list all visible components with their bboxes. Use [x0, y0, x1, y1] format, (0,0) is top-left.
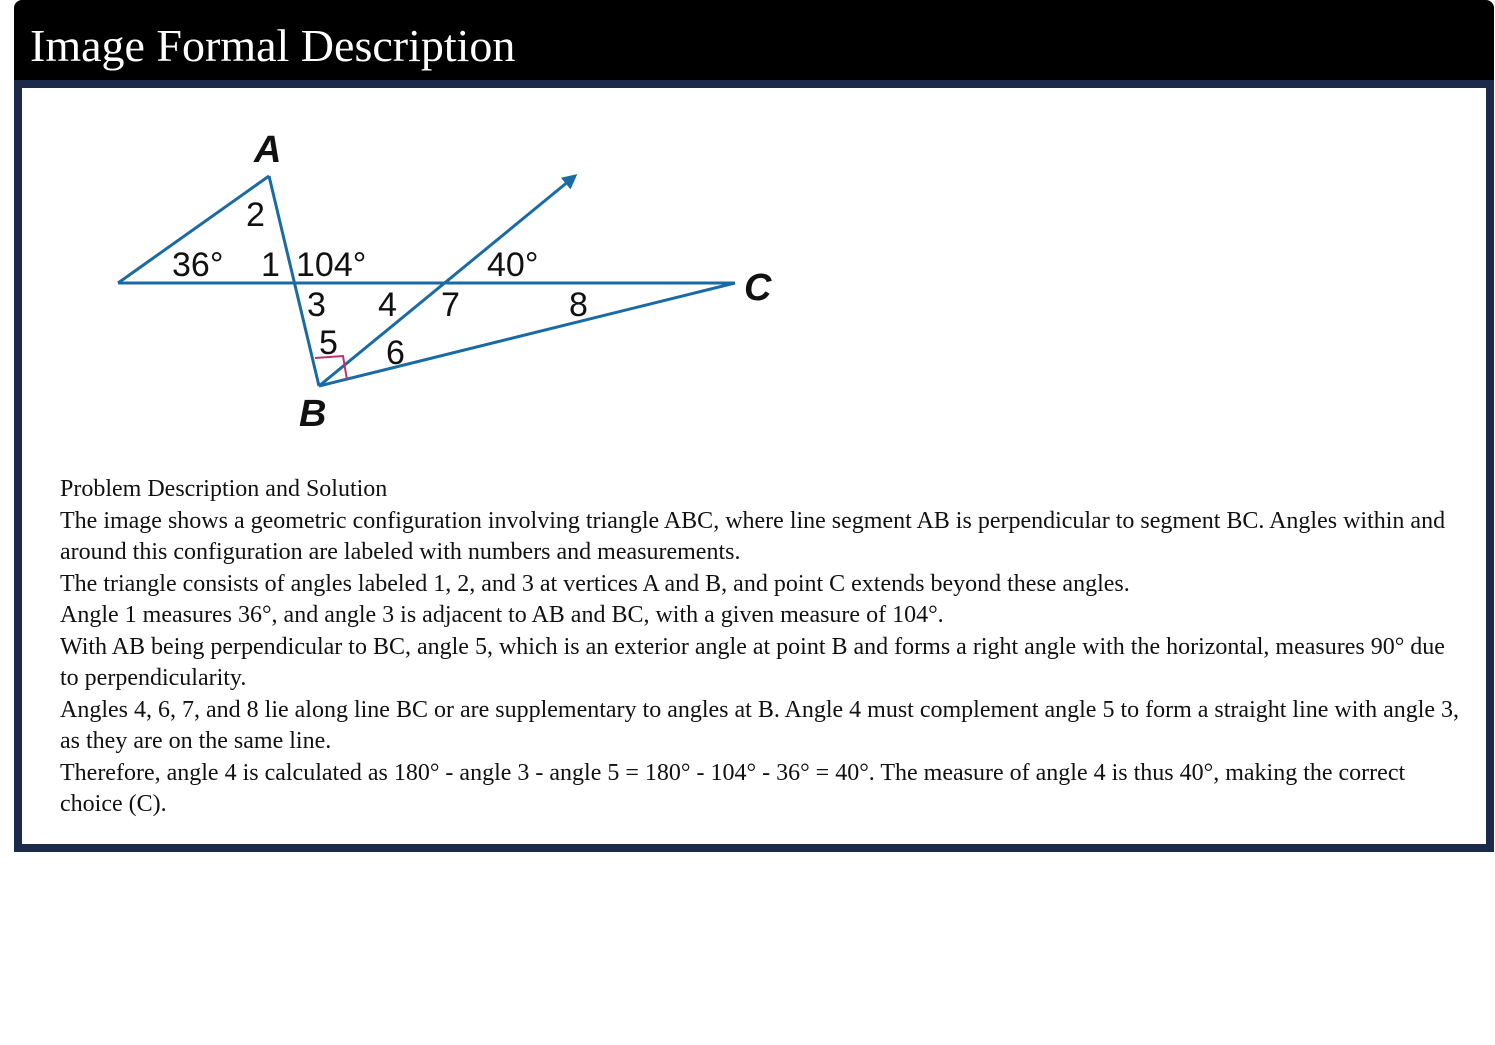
angle-label-104: 104°	[296, 246, 367, 284]
solution-paragraph: Therefore, angle 4 is calculated as 180° - angle 3 - angle 5 = 180° - 104° - 36° = 40°. The measure of angle 4 is thus 40°, making the correct choice (C).	[60, 759, 1406, 817]
vertex-label-c: C	[744, 267, 772, 309]
angle-label-36: 36°	[172, 246, 224, 284]
page-title: Image Formal Description	[30, 20, 516, 71]
angle-label-5: 5	[319, 324, 338, 362]
vertex-label-a: A	[254, 129, 282, 171]
angle-label-1: 1	[261, 246, 280, 284]
solution-paragraph: The image shows a geometric configuration involving triangle ABC, where line segment AB is perpendicular to segment BC. Angles within and around this configuration are labeled with numbers and measurements.	[60, 507, 1446, 565]
angle-label-6: 6	[386, 334, 405, 372]
solution-text	[60, 474, 1460, 821]
geometry-figure	[80, 110, 800, 440]
solution-heading: Problem Description and Solution	[60, 476, 388, 502]
vertex-label-b: B	[299, 393, 327, 435]
solution-paragraph: The triangle consists of angles labeled 1, 2, and 3 at vertices A and B, and point C extends beyond these angles.	[60, 570, 1130, 597]
angle-label-7: 7	[441, 286, 460, 324]
solution-paragraph: Angles 4, 6, 7, and 8 lie along line BC or are supplementary to angles at B. Angle 4 must complement angle 5 to form a straight line with angle 3, as they are on the same line.	[60, 696, 1460, 754]
geometry-diagram	[80, 110, 800, 440]
solution-paragraph: Angle 1 measures 36°, and angle 3 is adjacent to AB and BC, with a given measure of 104°.	[60, 602, 944, 628]
angle-label-4: 4	[378, 286, 397, 324]
header-bar	[14, 0, 1494, 84]
angle-label-3: 3	[307, 286, 326, 324]
angle-label-40: 40°	[487, 246, 539, 284]
angle-label-2: 2	[246, 196, 265, 234]
solution-paragraph: With AB being perpendicular to BC, angle 5, which is an exterior angle at point B and forms a right angle with the horizontal, measures 90° due to perpendicularity.	[60, 633, 1445, 691]
angle-label-8: 8	[569, 286, 588, 324]
